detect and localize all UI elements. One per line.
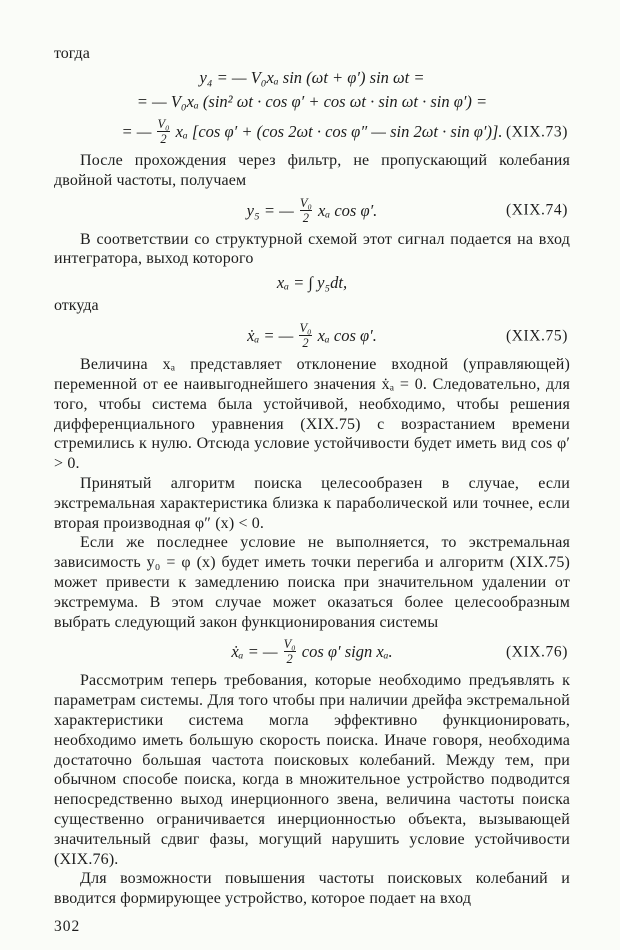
- equation-text: y₄ = — V₀xₐ sin (ωt + φ′) sin ωt =: [199, 68, 425, 87]
- paragraph-filter: После прохождения через фильтр, не пропускающий колебания двойной частоты, получаем: [54, 152, 570, 189]
- equation-76: [54, 637, 570, 666]
- equation-73-line-3: [54, 117, 570, 146]
- fraction-numerator: V₀: [283, 637, 296, 652]
- equation-text: = —: [121, 122, 152, 141]
- equation-text: xₐ cos φ′.: [318, 200, 378, 220]
- equation-75: [54, 321, 570, 350]
- equation-number: (XIX.73): [505, 123, 568, 140]
- fraction: [157, 117, 169, 146]
- paragraph-forming-device: Для возможности повышения частоты поисковых колебаний и вводится формирующее устройство, которое подает на вход: [54, 870, 570, 908]
- equation-text: = — V₀xₐ (sin² ωt · cos φ′ + cos ωt · sin ωt · sin φ′) =: [136, 92, 488, 111]
- page-number: 302: [54, 917, 81, 935]
- equation-74: [54, 196, 570, 225]
- paragraph-algorithm: Принятый алгоритм поиска целесообразен в случае, если экстремальная характеристика близка к параболической или точнее, если вторая производная φ″ (x) < 0.: [54, 474, 570, 532]
- fraction-denominator: 2: [157, 131, 169, 146]
- paragraph-inflection: Если же последнее условие не выполняется, то экстремальная зависимость y₀ = φ (x) будет иметь точки перегиба и алгоритм (XIX.75) может привести к замедлению поиска при значительном удалении от экстремума. В этом случае может оказаться более целесообразным выбрать следующий закон функционирования системы: [54, 534, 570, 631]
- equation-73-line-2: [54, 91, 570, 112]
- equation-text: ẋₐ = —: [231, 642, 278, 662]
- equation-text: xₐ [cos φ′ + (cos 2ωt · cos φ″ — sin 2ωt · sin φ′)].: [175, 122, 503, 141]
- fraction: [300, 196, 312, 225]
- equation-text: y₅ = —: [246, 200, 294, 220]
- equation-text: ẋₐ = —: [247, 326, 294, 346]
- equation-number: (XIX.76): [505, 643, 568, 661]
- equation-text: xₐ = ∫ y₅dt,: [276, 273, 348, 293]
- paragraph-stability: Величина xₐ представляет отклонение входной (управляющей) переменной от ее наивыгоднейшего значения ẋₐ = 0. Следовательно, для того, чтобы система была устойчивой, необходимо, чтобы решения дифференциального уравнения (XIX.75) с возрастанием времени стремились к нулю. Отсюда условие устойчивости будет иметь вид cos φ′ > 0.: [54, 356, 570, 473]
- lead-word-togda: тогда: [54, 45, 90, 62]
- fraction-numerator: V₀: [299, 195, 312, 210]
- fraction: [284, 637, 296, 666]
- lead-word-otkuda: откуда: [54, 297, 99, 315]
- paragraph-integrator: В соответствии со структурной схемой этот сигнал подается на вход интегратора, выход которого: [54, 230, 570, 268]
- fraction-denominator: 2: [300, 210, 312, 225]
- fraction-denominator: 2: [284, 651, 296, 666]
- equation-text: xₐ cos φ′.: [317, 326, 377, 346]
- paragraph-requirements: Рассмотрим теперь требования, которые необходимо предъявлять к параметрам системы. Для того чтобы при наличии дрейфа экстремальной характеристики система могла эффективно функционировать, необходимо иметь большую скорость поиска. Иначе говоря, необходима достаточно большая частота поисковых колебаний. Между тем, при обычном способе поиска, когда в множительное устройство подводится непосредственно выход инерционного звена, величина частоты поиска существенно ограничивается инерционностью объекта, вызывающей значительный сдвиг фазы, могущий нарушить условие устойчивости (XIX.76).: [54, 672, 570, 868]
- fraction-numerator: V₀: [157, 117, 170, 131]
- fraction: [299, 321, 311, 350]
- equation-number: (XIX.74): [505, 201, 568, 219]
- equation-73: [54, 67, 570, 146]
- equation-number: (XIX.75): [505, 327, 568, 345]
- fraction-denominator: 2: [299, 335, 311, 350]
- equation-text: cos φ′ sign xₐ.: [301, 642, 393, 662]
- equation-73-line-1: [54, 67, 570, 88]
- equation-integral: [54, 272, 570, 293]
- fraction-numerator: V₀: [299, 321, 312, 336]
